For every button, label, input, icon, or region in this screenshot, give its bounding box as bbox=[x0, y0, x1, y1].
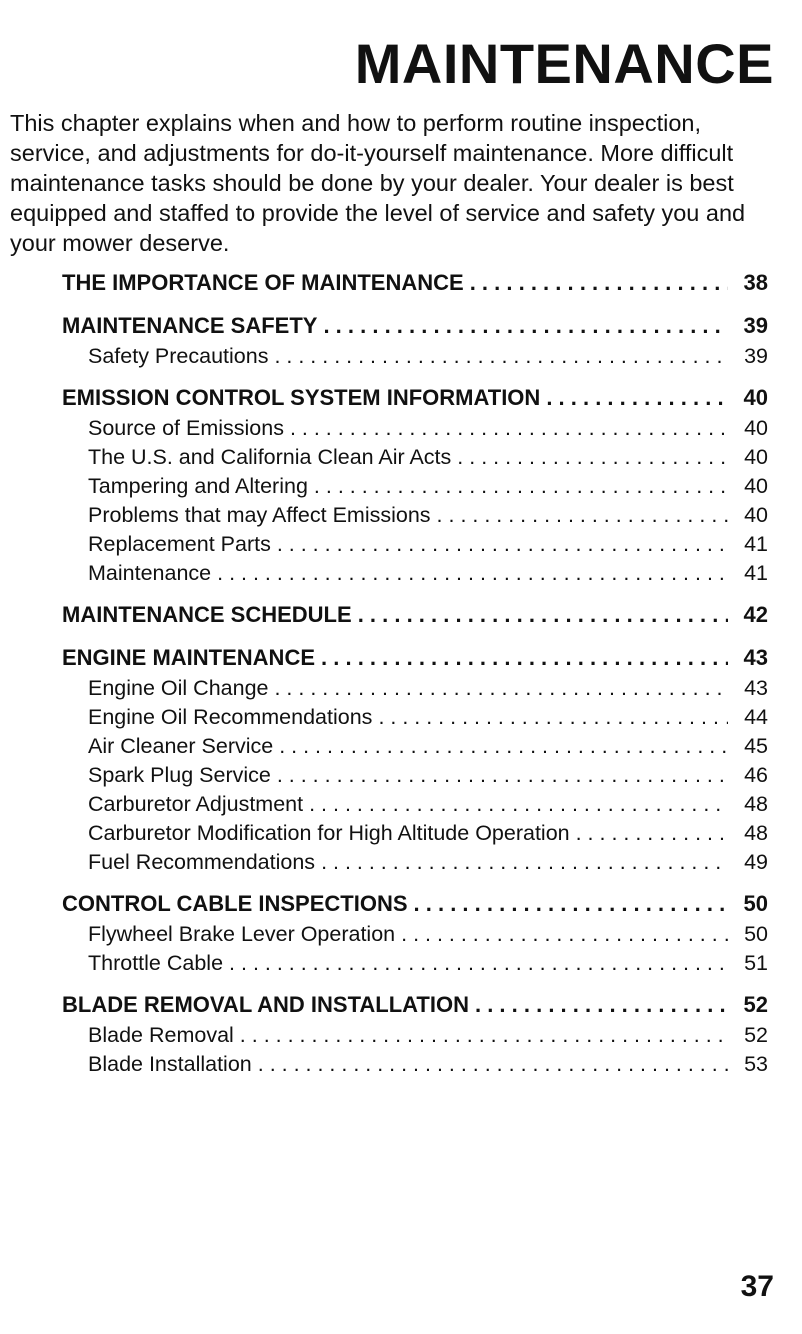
toc-entry-page: 39 bbox=[744, 344, 768, 368]
toc-section-heading bbox=[62, 381, 768, 414]
toc-subentry bbox=[62, 530, 768, 559]
toc-section bbox=[62, 266, 768, 299]
dot-leader bbox=[470, 266, 728, 299]
toc-section bbox=[62, 887, 768, 978]
toc-entry-title: CONTROL CABLE INSPECTIONS bbox=[62, 891, 408, 916]
toc-section bbox=[62, 309, 768, 371]
dot-leader bbox=[321, 641, 728, 674]
toc-entry-title: Air Cleaner Service bbox=[88, 734, 274, 758]
toc-entry-title: MAINTENANCE SCHEDULE bbox=[62, 602, 352, 627]
dot-leader bbox=[576, 819, 728, 848]
dot-leader bbox=[546, 381, 728, 414]
toc-subentry bbox=[62, 472, 768, 501]
dot-leader bbox=[240, 1021, 728, 1050]
toc-entry-title: Carburetor Adjustment bbox=[88, 792, 304, 816]
toc-subentry bbox=[62, 819, 768, 848]
toc-entry-title: Replacement Parts bbox=[88, 532, 271, 556]
dot-leader bbox=[274, 342, 728, 371]
toc-entry-title: Flywheel Brake Lever Operation bbox=[88, 922, 396, 946]
toc-entry-title: The U.S. and California Clean Air Acts bbox=[88, 445, 452, 469]
toc-section-heading bbox=[62, 641, 768, 674]
toc-entry-page: 43 bbox=[744, 676, 768, 700]
table-of-contents bbox=[62, 266, 768, 1089]
dot-leader bbox=[217, 559, 728, 588]
toc-entry-title: Engine Oil Recommendations bbox=[88, 705, 373, 729]
toc-subentry bbox=[62, 761, 768, 790]
intro-paragraph: This chapter explains when and how to perform routine inspection, service, and adjustments for do-it-yourself maintenance. More difficult maintenance tasks should be done by your dealer. Your dealer is best equipped and staffed to provide the level of service and safety you and your mower deserve. bbox=[10, 110, 746, 256]
toc-subentry bbox=[62, 342, 768, 371]
dot-leader bbox=[475, 988, 728, 1021]
toc-entry-title: Maintenance bbox=[88, 561, 212, 585]
toc-section-heading bbox=[62, 598, 768, 631]
toc-subentry bbox=[62, 1050, 768, 1079]
toc-section bbox=[62, 988, 768, 1079]
dot-leader bbox=[437, 501, 728, 530]
toc-subentry bbox=[62, 414, 768, 443]
toc-entry-title: EMISSION CONTROL SYSTEM INFORMATION bbox=[62, 385, 541, 410]
toc-entry-title: ENGINE MAINTENANCE bbox=[62, 645, 316, 670]
toc-section bbox=[62, 381, 768, 588]
toc-entry-title: Engine Oil Change bbox=[88, 676, 269, 700]
toc-entry-title: BLADE REMOVAL AND INSTALLATION bbox=[62, 992, 469, 1017]
toc-entry-page: 38 bbox=[743, 270, 768, 295]
dot-leader bbox=[457, 443, 728, 472]
dot-leader bbox=[229, 949, 728, 978]
toc-subentry bbox=[62, 848, 768, 877]
toc-subentry bbox=[62, 1021, 768, 1050]
dot-leader bbox=[279, 732, 728, 761]
toc-entry-title: Throttle Cable bbox=[88, 951, 224, 975]
toc-entry-page: 48 bbox=[744, 821, 768, 845]
toc-entry-title: Blade Removal bbox=[88, 1023, 234, 1047]
toc-entry-page: 49 bbox=[744, 850, 768, 874]
toc-entry-page: 39 bbox=[743, 313, 768, 338]
toc-entry-page: 50 bbox=[743, 891, 768, 916]
toc-subentry bbox=[62, 949, 768, 978]
toc-entry-page: 52 bbox=[744, 1023, 768, 1047]
toc-subentry bbox=[62, 559, 768, 588]
dot-leader bbox=[414, 887, 728, 920]
toc-entry-page: 40 bbox=[744, 474, 768, 498]
dot-leader bbox=[314, 472, 728, 501]
dot-leader bbox=[290, 414, 728, 443]
dot-leader bbox=[277, 530, 728, 559]
toc-section-heading bbox=[62, 309, 768, 342]
toc-subentry bbox=[62, 920, 768, 949]
toc-entry-title: Fuel Recommendations bbox=[88, 850, 316, 874]
toc-section-heading bbox=[62, 266, 768, 299]
toc-entry-page: 40 bbox=[743, 385, 768, 410]
dot-leader bbox=[358, 598, 728, 631]
toc-entry-page: 52 bbox=[743, 992, 768, 1017]
toc-entry-title: Safety Precautions bbox=[88, 344, 269, 368]
page-number: 37 bbox=[740, 1270, 774, 1303]
dot-leader bbox=[321, 848, 728, 877]
toc-entry-title: Source of Emissions bbox=[88, 416, 284, 440]
page-title: MAINTENANCE bbox=[354, 32, 774, 95]
toc-entry-page: 48 bbox=[744, 792, 768, 816]
dot-leader bbox=[323, 309, 728, 342]
toc-entry-title: Tampering and Altering bbox=[88, 474, 308, 498]
dot-leader bbox=[378, 703, 728, 732]
toc-entry-page: 43 bbox=[743, 645, 768, 670]
toc-subentry bbox=[62, 790, 768, 819]
toc-entry-page: 46 bbox=[744, 763, 768, 787]
toc-entry-page: 51 bbox=[744, 951, 768, 975]
toc-entry-page: 40 bbox=[744, 445, 768, 469]
toc-entry-page: 44 bbox=[744, 705, 768, 729]
dot-leader bbox=[274, 674, 728, 703]
dot-leader bbox=[258, 1050, 728, 1079]
toc-entry-page: 53 bbox=[744, 1052, 768, 1076]
toc-subentry bbox=[62, 443, 768, 472]
toc-section-heading bbox=[62, 887, 768, 920]
dot-leader bbox=[277, 761, 728, 790]
toc-entry-title: Blade Installation bbox=[88, 1052, 252, 1076]
toc-subentry bbox=[62, 501, 768, 530]
toc-subentry bbox=[62, 703, 768, 732]
toc-subentry bbox=[62, 732, 768, 761]
toc-section bbox=[62, 641, 768, 877]
toc-entry-title: THE IMPORTANCE OF MAINTENANCE bbox=[62, 270, 464, 295]
toc-entry-page: 45 bbox=[744, 734, 768, 758]
toc-entry-page: 41 bbox=[744, 561, 768, 585]
toc-section-heading bbox=[62, 988, 768, 1021]
dot-leader bbox=[309, 790, 728, 819]
toc-entry-title: Problems that may Affect Emissions bbox=[88, 503, 431, 527]
toc-entry-page: 42 bbox=[743, 602, 768, 627]
toc-entry-page: 40 bbox=[744, 416, 768, 440]
toc-entry-page: 41 bbox=[744, 532, 768, 556]
toc-subentry bbox=[62, 674, 768, 703]
dot-leader bbox=[401, 920, 728, 949]
toc-section bbox=[62, 598, 768, 631]
toc-entry-page: 50 bbox=[744, 922, 768, 946]
toc-entry-title: MAINTENANCE SAFETY bbox=[62, 313, 318, 338]
toc-entry-page: 40 bbox=[744, 503, 768, 527]
toc-entry-title: Spark Plug Service bbox=[88, 763, 271, 787]
toc-entry-title: Carburetor Modification for High Altitude Operation bbox=[88, 821, 570, 845]
